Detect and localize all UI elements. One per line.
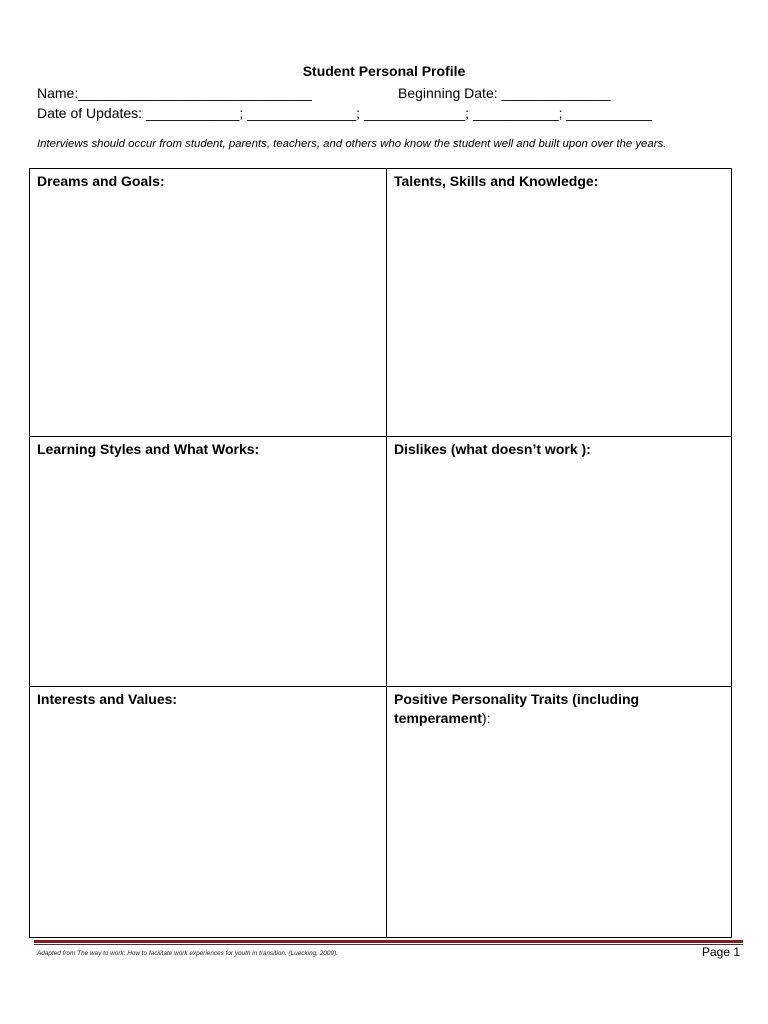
interests-values-box[interactable] [30, 687, 387, 937]
dreams-goals-box[interactable] [30, 169, 387, 437]
personality-traits-heading: Positive Personality Traits (including temperament [394, 691, 640, 726]
footer-rule-red [34, 940, 743, 943]
updates-line [37, 105, 652, 121]
beginning-date-blank[interactable]: ______________ [501, 85, 611, 101]
dreams-goals-heading: Dreams and Goals: [37, 173, 165, 189]
intro-instructions: Interviews should occur from student, parents, teachers, and others who know the student well and built upon over the years. [37, 138, 667, 150]
personality-traits-heading-end: ): [481, 710, 491, 726]
name-label: Name: [37, 85, 79, 101]
talents-skills-box[interactable] [387, 169, 731, 437]
profile-grid [29, 168, 732, 938]
updates-label: Date of Updates: [37, 105, 143, 121]
page-number: Page 1 [701, 945, 740, 959]
name-line [37, 85, 312, 101]
learning-styles-box[interactable] [30, 437, 387, 687]
personality-traits-box[interactable] [387, 687, 731, 937]
talents-skills-heading: Talents, Skills and Knowledge: [394, 173, 599, 189]
footer-source-note: Adapted from The way to work: How to facilitate work experiences for youth in transition. (Luecking, 2009). [37, 950, 338, 957]
dislikes-box[interactable] [387, 437, 731, 687]
beginning-date-label: Beginning Date: [398, 85, 498, 101]
interests-values-heading: Interests and Values: [37, 691, 178, 707]
page-title: Student Personal Profile [302, 63, 466, 79]
dislikes-heading: Dislikes (what doesn’t work ): [394, 441, 591, 457]
updates-blanks[interactable]: ____________; ______________; _____________; ___________; ___________ [145, 105, 653, 121]
beginning-date-line [398, 85, 611, 101]
name-blank[interactable]: ______________________________ [78, 85, 312, 101]
footer-rule-dark [34, 944, 743, 945]
learning-styles-heading: Learning Styles and What Works: [37, 441, 260, 457]
